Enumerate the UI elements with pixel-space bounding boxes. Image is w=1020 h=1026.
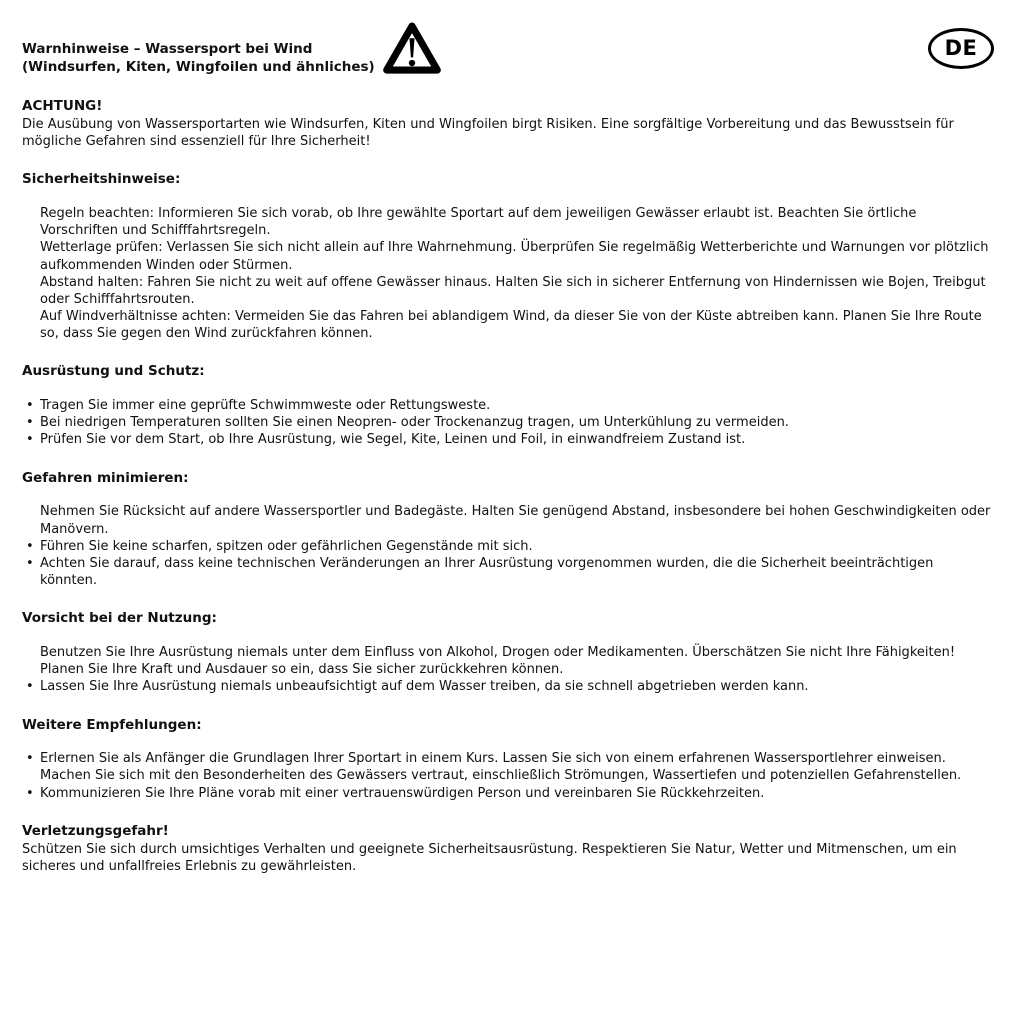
section-heading: Weitere Empfehlungen: <box>22 716 202 733</box>
item-text: Kommunizieren Sie Ihre Pläne vorab mit einer vertrauenswürdigen Person und vereinbaren Sie Rückkehrzeiten. <box>40 785 765 801</box>
bullet-marker: • <box>26 555 34 571</box>
bullet-item <box>22 397 994 414</box>
bullet-item <box>22 785 994 802</box>
section-heading: Gefahren minimieren: <box>22 469 189 486</box>
paragraph: Benutzen Sie Ihre Ausrüstung niemals unter dem Einfluss von Alkohol, Drogen oder Medikamenten. Überschätzen Sie nicht Ihre Fähigkeiten! Planen Sie Ihre Kraft und Ausdauer so ein, dass Sie sicher zurückkehren können. <box>40 645 956 678</box>
section-heading: Sicherheitshinweise: <box>22 171 181 188</box>
section <box>22 171 994 342</box>
paragraph: Schützen Sie sich durch umsichtiges Verhalten und geeignete Sicherheitsausrüstung. Respektieren Sie Natur, Wetter und Mitmenschen, um ein sicheres und unfallfreies Erlebnis zu gewährleisten. <box>22 841 957 874</box>
bullet-marker: • <box>26 398 34 414</box>
section-heading: ACHTUNG! <box>22 98 103 115</box>
language-badge: DE <box>928 28 994 69</box>
section <box>22 98 994 150</box>
warning-triangle-icon <box>382 20 442 82</box>
paragraph: Abstand halten: Fahren Sie nicht zu weit auf offene Gewässer hinaus. Halten Sie sich in sicherer Entfernung von Hindernissen wie Bojen, Treibgut oder Schifffahrtsrouten. <box>40 274 986 307</box>
item-text: Tragen Sie immer eine geprüfte Schwimmweste oder Rettungsweste. <box>40 398 491 414</box>
section <box>22 717 994 802</box>
bullet-item <box>22 678 994 695</box>
item-text: Prüfen Sie vor dem Start, ob Ihre Ausrüstung, wie Segel, Kite, Leinen und Foil, in einwandfreiem Zustand ist. <box>40 432 746 448</box>
section <box>22 470 994 590</box>
item-text: Führen Sie keine scharfen, spitzen oder gefährlichen Gegenstände mit sich. <box>40 538 533 554</box>
section-heading: Ausrüstung und Schutz: <box>22 363 205 380</box>
bullet-marker: • <box>26 679 34 695</box>
bullet-item <box>22 750 994 767</box>
bullet-marker: • <box>26 785 34 801</box>
section <box>22 823 994 875</box>
page-title-line1: Warnhinweise – Wassersport bei Wind <box>22 41 313 57</box>
bullet-item <box>22 538 994 555</box>
section <box>22 363 994 448</box>
paragraph: Die Ausübung von Wassersportarten wie Windsurfen, Kiten und Wingfoilen birgt Risiken. Eine sorgfältige Vorbereitung und das Bewusstsein für mögliche Gefahren sind essenziell für Ihre Sicherheit! <box>22 116 954 150</box>
paragraph: Regeln beachten: Informieren Sie sich vorab, ob Ihre gewählte Sportart auf dem jeweiligen Gewässer erlaubt ist. Beachten Sie örtliche Vorschriften und Schifffahrtsregeln. <box>40 206 917 239</box>
section-heading: Vorsicht bei der Nutzung: <box>22 610 217 627</box>
paragraph: Auf Windverhältnisse achten: Vermeiden Sie das Fahren bei ablandigem Wind, da dieser Sie von der Küste abtreiben kann. Planen Sie Ihre Route so, dass Sie gegen den Wind zurückfahren können. <box>40 309 982 342</box>
bullet-item <box>22 414 994 431</box>
paragraph: Nehmen Sie Rücksicht auf andere Wassersportler und Badegäste. Halten Sie genügend Abstand, insbesondere bei hohen Geschwindigkeiten oder Manövern. <box>40 504 991 537</box>
bullet-marker: • <box>26 538 34 554</box>
item-text: Bei niedrigen Temperaturen sollten Sie einen Neopren- oder Trockenanzug tragen, um Unterkühlung zu vermeiden. <box>40 415 789 431</box>
bullet-marker: • <box>26 751 34 767</box>
item-text: Lassen Sie Ihre Ausrüstung niemals unbeaufsichtigt auf dem Wasser treiben, da sie schnell abgetrieben werden kann. <box>40 679 809 695</box>
bullet-item <box>22 431 994 448</box>
item-text: Erlernen Sie als Anfänger die Grundlagen Ihrer Sportart in einem Kurs. Lassen Sie sich von einem erfahrenen Wassersportlehrer einweisen. <box>40 751 946 767</box>
item-text: Achten Sie darauf, dass keine technischen Veränderungen an Ihrer Ausrüstung vorgenommen wurden, die die Sicherheit beeinträchtigen könnten. <box>40 555 934 589</box>
page-title-line2: (Windsurfen, Kiten, Wingfoilen und ähnliches) <box>22 59 375 76</box>
bullet-marker: • <box>26 415 34 431</box>
document-body <box>22 98 994 875</box>
paragraph: Machen Sie sich mit den Besonderheiten des Gewässers vertraut, einschließlich Strömungen, Wassertiefen und potenziellen Gefahrenstellen. <box>40 768 962 784</box>
paragraph: Wetterlage prüfen: Verlassen Sie sich nicht allein auf Ihre Wahrnehmung. Überprüfen Sie regelmäßig Wetterberichte und Warnungen vor plötzlich aufkommenden Winden oder Stürmen. <box>40 240 989 273</box>
bullet-item <box>22 555 994 589</box>
section <box>22 610 994 695</box>
bullet-marker: • <box>26 432 34 448</box>
document-header <box>22 20 994 82</box>
page-title <box>22 20 375 77</box>
section-heading: Verletzungsgefahr! <box>22 822 169 839</box>
